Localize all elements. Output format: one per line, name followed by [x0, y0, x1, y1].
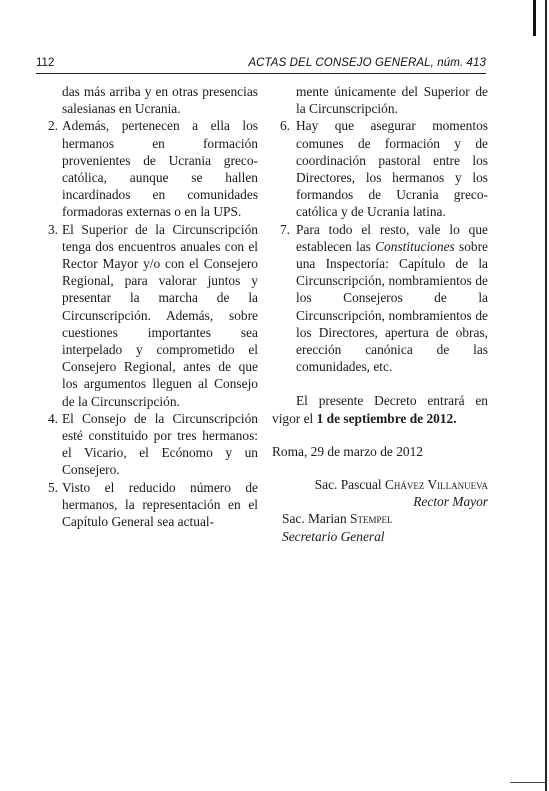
header-rule	[36, 73, 486, 74]
signature-secretary	[282, 510, 488, 527]
list-item	[272, 117, 488, 220]
page-header	[36, 56, 486, 74]
signature-rector	[272, 476, 488, 493]
page-edge-line	[545, 0, 547, 791]
item-continuation: das más arriba y en otras presencias salesianas en Ucrania.	[62, 84, 258, 117]
constituciones-italic: Constituciones	[375, 238, 455, 254]
item-continuation: mente únicamente del Superior de la Circunscripción.	[296, 84, 488, 117]
item-text: Hay que asegurar momentos comunes de formación y de coordinación pastoral entre los Directores, los hermanos y los formandos de Ucrania greco-católica y de Ucrania latina.	[296, 118, 488, 220]
list-item	[47, 410, 258, 479]
item-text-start: Para todo el resto, vale lo que establecen las	[296, 221, 488, 254]
page-edge-mark-bottom	[510, 782, 546, 783]
decree-text: El presente Decreto entrará en vigor el	[272, 393, 488, 426]
item-number: 4.	[47, 410, 58, 426]
list-item	[47, 221, 258, 410]
item-number: 5.	[47, 479, 58, 495]
left-column	[47, 83, 258, 530]
item-text: El Superior de la Circunscripción tenga dos encuentros anuales con el Rector Mayor y/o con el Consejero Regional, para valorar juntos y presentar la marcha de la Circunscripción. Además, sobre cuestiones importantes sea interpelado y comprometido el Consejero Regional, antes de que los argumentos lleguen al Consejo de la Circunscripción.	[62, 221, 258, 409]
date-line: Roma, 29 de marzo de 2012	[272, 443, 423, 459]
signature-name: Chávez Villanueva	[384, 477, 488, 493]
signature-secretary-title: Secretario General	[282, 528, 385, 544]
signature-prefix: Sac. Marian	[282, 511, 351, 527]
item-number: 3.	[47, 221, 58, 237]
item-number: 2.	[47, 118, 58, 134]
list-item	[47, 479, 258, 531]
list-item	[272, 221, 488, 376]
item-number: 6.	[279, 118, 290, 134]
item-text: Visto el reducido número de hermanos, la representación en el Capítulo General sea actual-	[62, 479, 258, 530]
page-edge-mark-top	[533, 0, 536, 36]
decree-list-left	[47, 117, 258, 530]
running-title: ACTAS DEL CONSEJO GENERAL, núm. 413	[248, 57, 486, 69]
signature-prefix: Sac. Pascual	[314, 477, 385, 493]
decree-list-right	[272, 117, 488, 375]
page-number: 112	[36, 57, 55, 69]
list-item	[47, 117, 258, 220]
item-text-end: sobre una Inspectoría: Capítulo de la Circunscripción, nombramientos de los Consejeros de la Circunscripción, nombramientos de los Directores, apertura de obras, erección canónica de las comunidades, etc.	[296, 238, 488, 375]
item-text: El Consejo de la Circunscripción esté constituido por tres hermanos: el Vicario, el Ecónomo y un Consejero.	[62, 410, 258, 478]
effective-date: 1 de septiembre de 2012.	[316, 410, 457, 426]
item-number: 7.	[279, 221, 290, 237]
right-column	[272, 83, 488, 545]
signature-rector-title: Rector Mayor	[413, 494, 488, 510]
item-text: Además, pertenecen a ella los hermanos en formación provenientes de Ucrania greco-católica, aunque se hallen incardinados en comunidades formadoras externas o en la UPS.	[62, 118, 258, 220]
decree-effective-paragraph	[272, 392, 488, 426]
signature-name: Stempel	[350, 511, 393, 527]
